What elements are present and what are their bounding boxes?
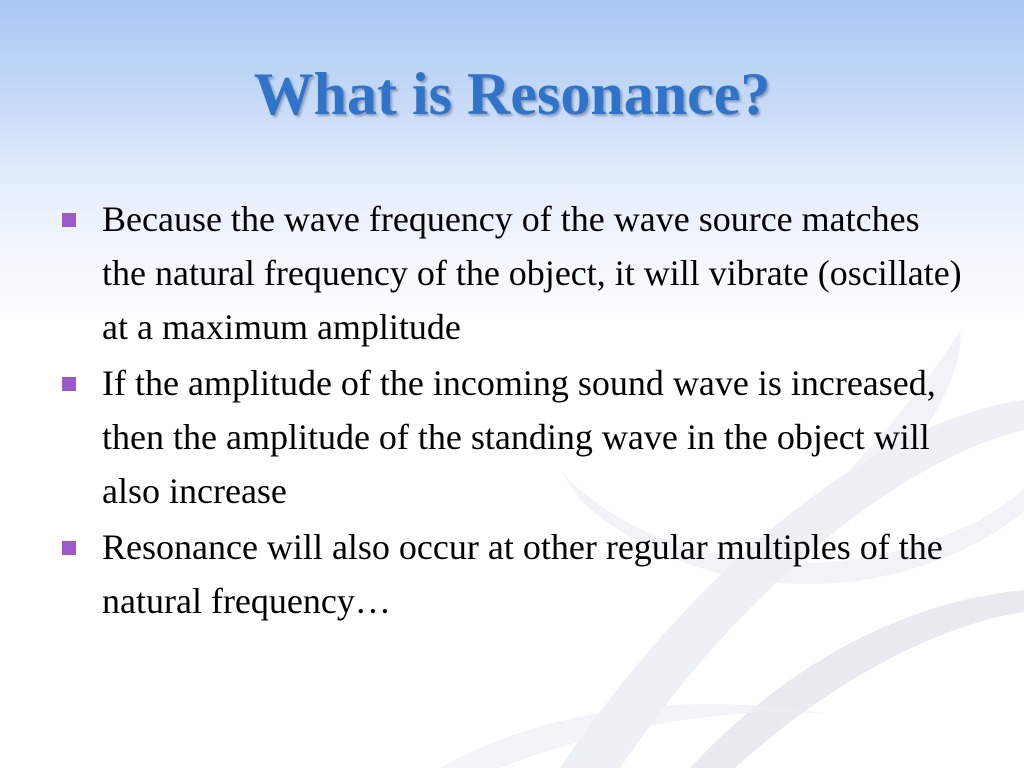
- bullet-text: If the amplitude of the incoming sound wave is increased, then the amplitude of the standing wave in the object will also increase: [102, 363, 936, 511]
- bullet-text: Because the wave frequency of the wave source matches the natural frequency of the object, it will vibrate (oscillate) at a maximum amplitude: [102, 199, 962, 347]
- square-bullet-icon: [62, 213, 76, 227]
- bullet-item: [62, 520, 962, 628]
- bullet-item: [62, 356, 962, 518]
- square-bullet-icon: [62, 541, 76, 555]
- bullet-text: Resonance will also occur at other regular multiples of the natural frequency…: [102, 527, 943, 621]
- bullet-list: [62, 192, 962, 630]
- bullet-item: [62, 192, 962, 354]
- slide-title: What is Resonance?: [253, 61, 771, 127]
- square-bullet-icon: [62, 377, 76, 391]
